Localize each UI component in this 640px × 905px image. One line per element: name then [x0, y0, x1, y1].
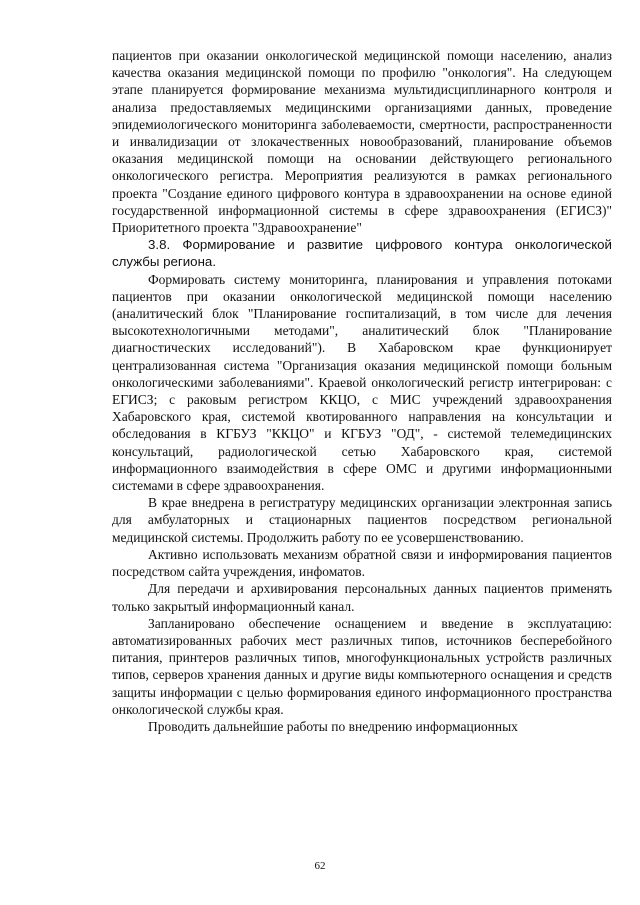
body-text	[112, 47, 612, 735]
paragraph: Проводить дальнейшие работы по внедрению информационных	[148, 718, 518, 734]
paragraph: В крае внедрена в регистратуру медицинских организации электронная запись для амбулаторных и стационарных пациентов посредством региональной медицинской системы. Продолжить работу по ее усовершенствованию.	[112, 495, 612, 545]
paragraph: Для передачи и архивирования персональных данных пациентов применять только закрытый информационный канал.	[112, 581, 612, 614]
page-number: 62	[314, 860, 326, 872]
paragraph: Формировать систему мониторинга, планирования и управления потоками пациентов при оказании онкологической медицинской помощи населению (аналитический блок "Планирование госпитализаций, в том числе для лечения высокотехнологичными методами", аналитический блок "Планирование диагностических исследований"). В Хабаровском крае функционирует централизованная система "Организация оказания медицинской помощи больным онкологическими заболеваниями". Краевой онкологический регистр интегрирован: с ЕГИСЗ; с раковым регистром ККЦО, с МИС учреждений здравоохранения Хабаровского края, системой квотированного направления на консультации и обследования в КГБУЗ "ККЦО" и КГБУЗ "ОД", - системой телемедицинских консультаций, радиологической сетью Хабаровского края, системой информационного взаимодействия в сфере ОМС и другими информационными системами в сфере здравоохранения.	[112, 271, 612, 494]
section-heading: 3.8. Формирование и развитие цифрового контура онкологической службы региона.	[112, 237, 612, 270]
paragraph-continuation: пациентов при оказании онкологической медицинской помощи населению, анализ качества оказания медицинской помощи по профилю "онкология". На следующем этапе планируется формирование механизма мультидисциплинарного контроля и анализа предоставляемых медицинскими организациями данных, проведение эпидемиологического мониторинга заболеваемости, смертности, распространенности и инвалидизации от злокачественных новообразований, планирование объемов оказания медицинской помощи на основании действующего регионального онкологического регистра. Мероприятия реализуются в рамках регионального проекта "Создание единого цифрового контура в здравоохранении на основе единой государственной информационной системы в сфере здравоохранения (ЕГИСЗ)" Приоритетного проекта "Здравоохранение"	[112, 48, 612, 236]
paragraph: Запланировано обеспечение оснащением и введение в эксплуатацию: автоматизированных рабочих мест различных типов, источников бесперебойного питания, принтеров различных типов, многофункциональных устройств различных типов, серверов хранения данных и другие виды компьютерного оснащения и средств защиты информации с целью формирования единого информационного пространства онкологической службы края.	[112, 615, 612, 717]
paragraph: Активно использовать механизм обратной связи и информирования пациентов посредством сайта учреждения, инфоматов.	[112, 546, 612, 580]
